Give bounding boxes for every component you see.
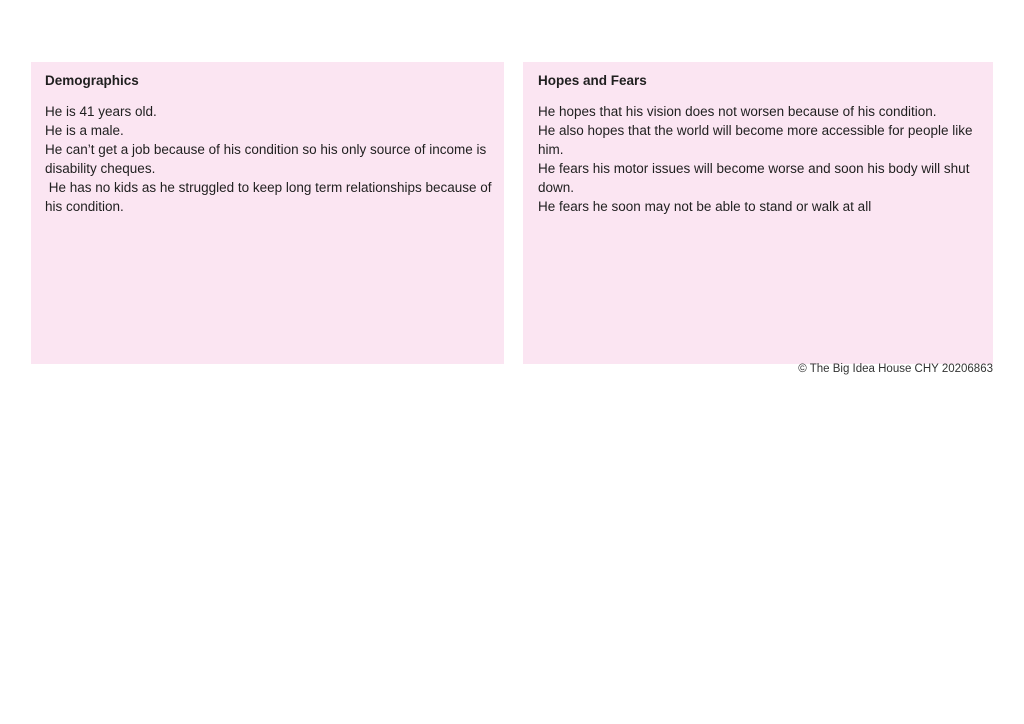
hopes-fears-line: He hopes that his vision does not worsen because of his condition.: [538, 104, 937, 119]
demographics-lines: [45, 102, 496, 216]
demographics-line: He can’t get a job because of his condition so his only source of income is disability cheques.: [45, 142, 491, 176]
demographics-line: He is 41 years old.: [45, 104, 157, 119]
demographics-card: [31, 62, 504, 364]
hopes-fears-line: He fears he soon may not be able to stand or walk at all: [538, 199, 872, 214]
hopes-fears-lines: [538, 102, 981, 216]
demographics-line: He has no kids as he struggled to keep long term relationships because of his condition.: [45, 180, 496, 214]
copyright-notice: © The Big Idea House CHY 20206863: [798, 363, 993, 375]
hopes-fears-card: [523, 62, 993, 364]
demographics-title: Demographics: [45, 73, 139, 88]
demographics-line: He is a male.: [45, 123, 124, 138]
hopes-fears-line: He fears his motor issues will become worse and soon his body will shut down.: [538, 161, 974, 195]
hopes-fears-line: He also hopes that the world will become more accessible for people like him.: [538, 123, 977, 157]
hopes-fears-title: Hopes and Fears: [538, 73, 647, 88]
